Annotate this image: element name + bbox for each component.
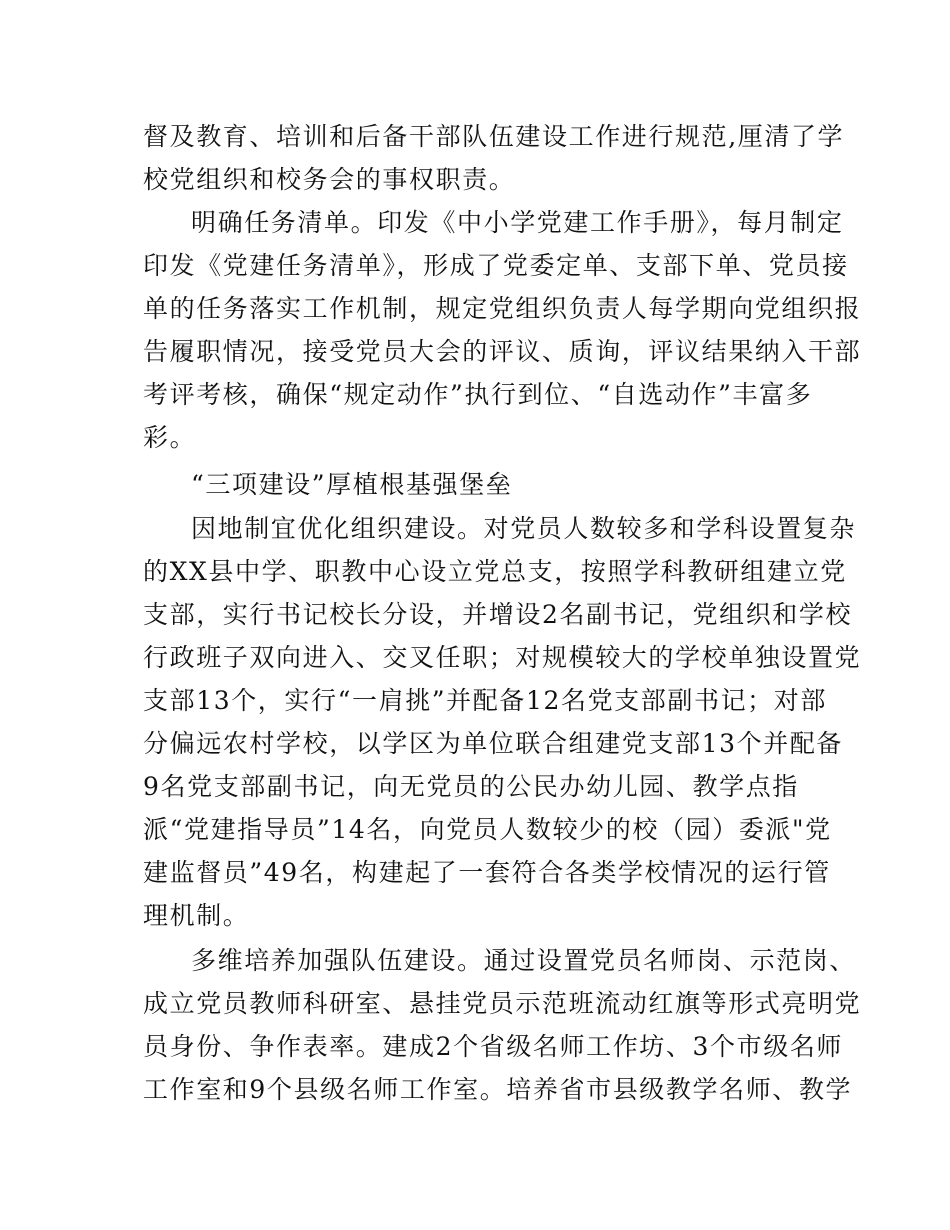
paragraph-line-19: 理机制。 (143, 901, 250, 930)
paragraph-line-3: 明确任务清单。印发《中小学党建工作手册》，每月制定 (191, 208, 844, 237)
paragraph-line-7: 考评考核，确保“规定动作”执行到位、“自选动作”丰富多 (143, 380, 813, 409)
paragraph-line-2: 校党组织和校务会的事权职责。 (143, 165, 516, 194)
paragraph-line-21: 成立党员教师科研室、悬挂党员示范班流动红旗等形式亮明党 (143, 989, 862, 1018)
paragraph-line-13: 行政班子双向进入、交叉任职；对规模较大的学校单独设置党 (143, 643, 862, 672)
section-heading: “三项建设”厚植根基强堡垒 (191, 470, 513, 499)
paragraph-line-14: 支部13个，实行“一肩挑”并配备12名党支部副书记；对部 (143, 686, 827, 715)
paragraph-line-10: 因地制宜优化组织建设。对党员人数较多和学科设置复杂 (191, 514, 857, 543)
paragraph-line-23: 工作室和9个县级名师工作室。培养省市县级教学名师、教学 (143, 1075, 853, 1104)
paragraph-line-4: 印发《党建任务清单》，形成了党委定单、支部下单、党员接 (143, 251, 849, 280)
paragraph-line-15: 分偏远农村学校，以学区为单位联合组建党支部13个并配备 (143, 729, 844, 758)
paragraph-line-12: 支部，实行书记校长分设，并增设2名副书记，党组织和学校 (143, 600, 853, 629)
paragraph-line-20: 多维培养加强队伍建设。通过设置党员名师岗、示范岗、 (191, 946, 857, 975)
paragraph-line-17: 派“党建指导员”14名，向党员人数较少的校（园）委派"党 (143, 815, 832, 844)
paragraph-line-18: 建监督员”49名，构建起了一套符合各类学校情况的运行管 (143, 858, 831, 887)
paragraph-line-6: 告履职情况，接受党员大会的评议、质询，评议结果纳入干部 (143, 337, 862, 366)
paragraph-line-11: 的XX县中学、职教中心设立党总支，按照学科教研组建立党 (143, 557, 847, 586)
paragraph-line-16: 9名党支部副书记，向无党员的公民办幼儿园、教学点指 (143, 772, 799, 801)
paragraph-line-1: 督及教育、培训和后备干部队伍建设工作进行规范,厘清了学 (143, 122, 845, 151)
paragraph-line-22: 员身份、争作表率。建成2个省级名师工作坊、3个市级名师 (143, 1032, 844, 1061)
paragraph-line-5: 单的任务落实工作机制，规定党组织负责人每学期向党组织报 (143, 294, 862, 323)
paragraph-line-8: 彩。 (143, 423, 197, 452)
